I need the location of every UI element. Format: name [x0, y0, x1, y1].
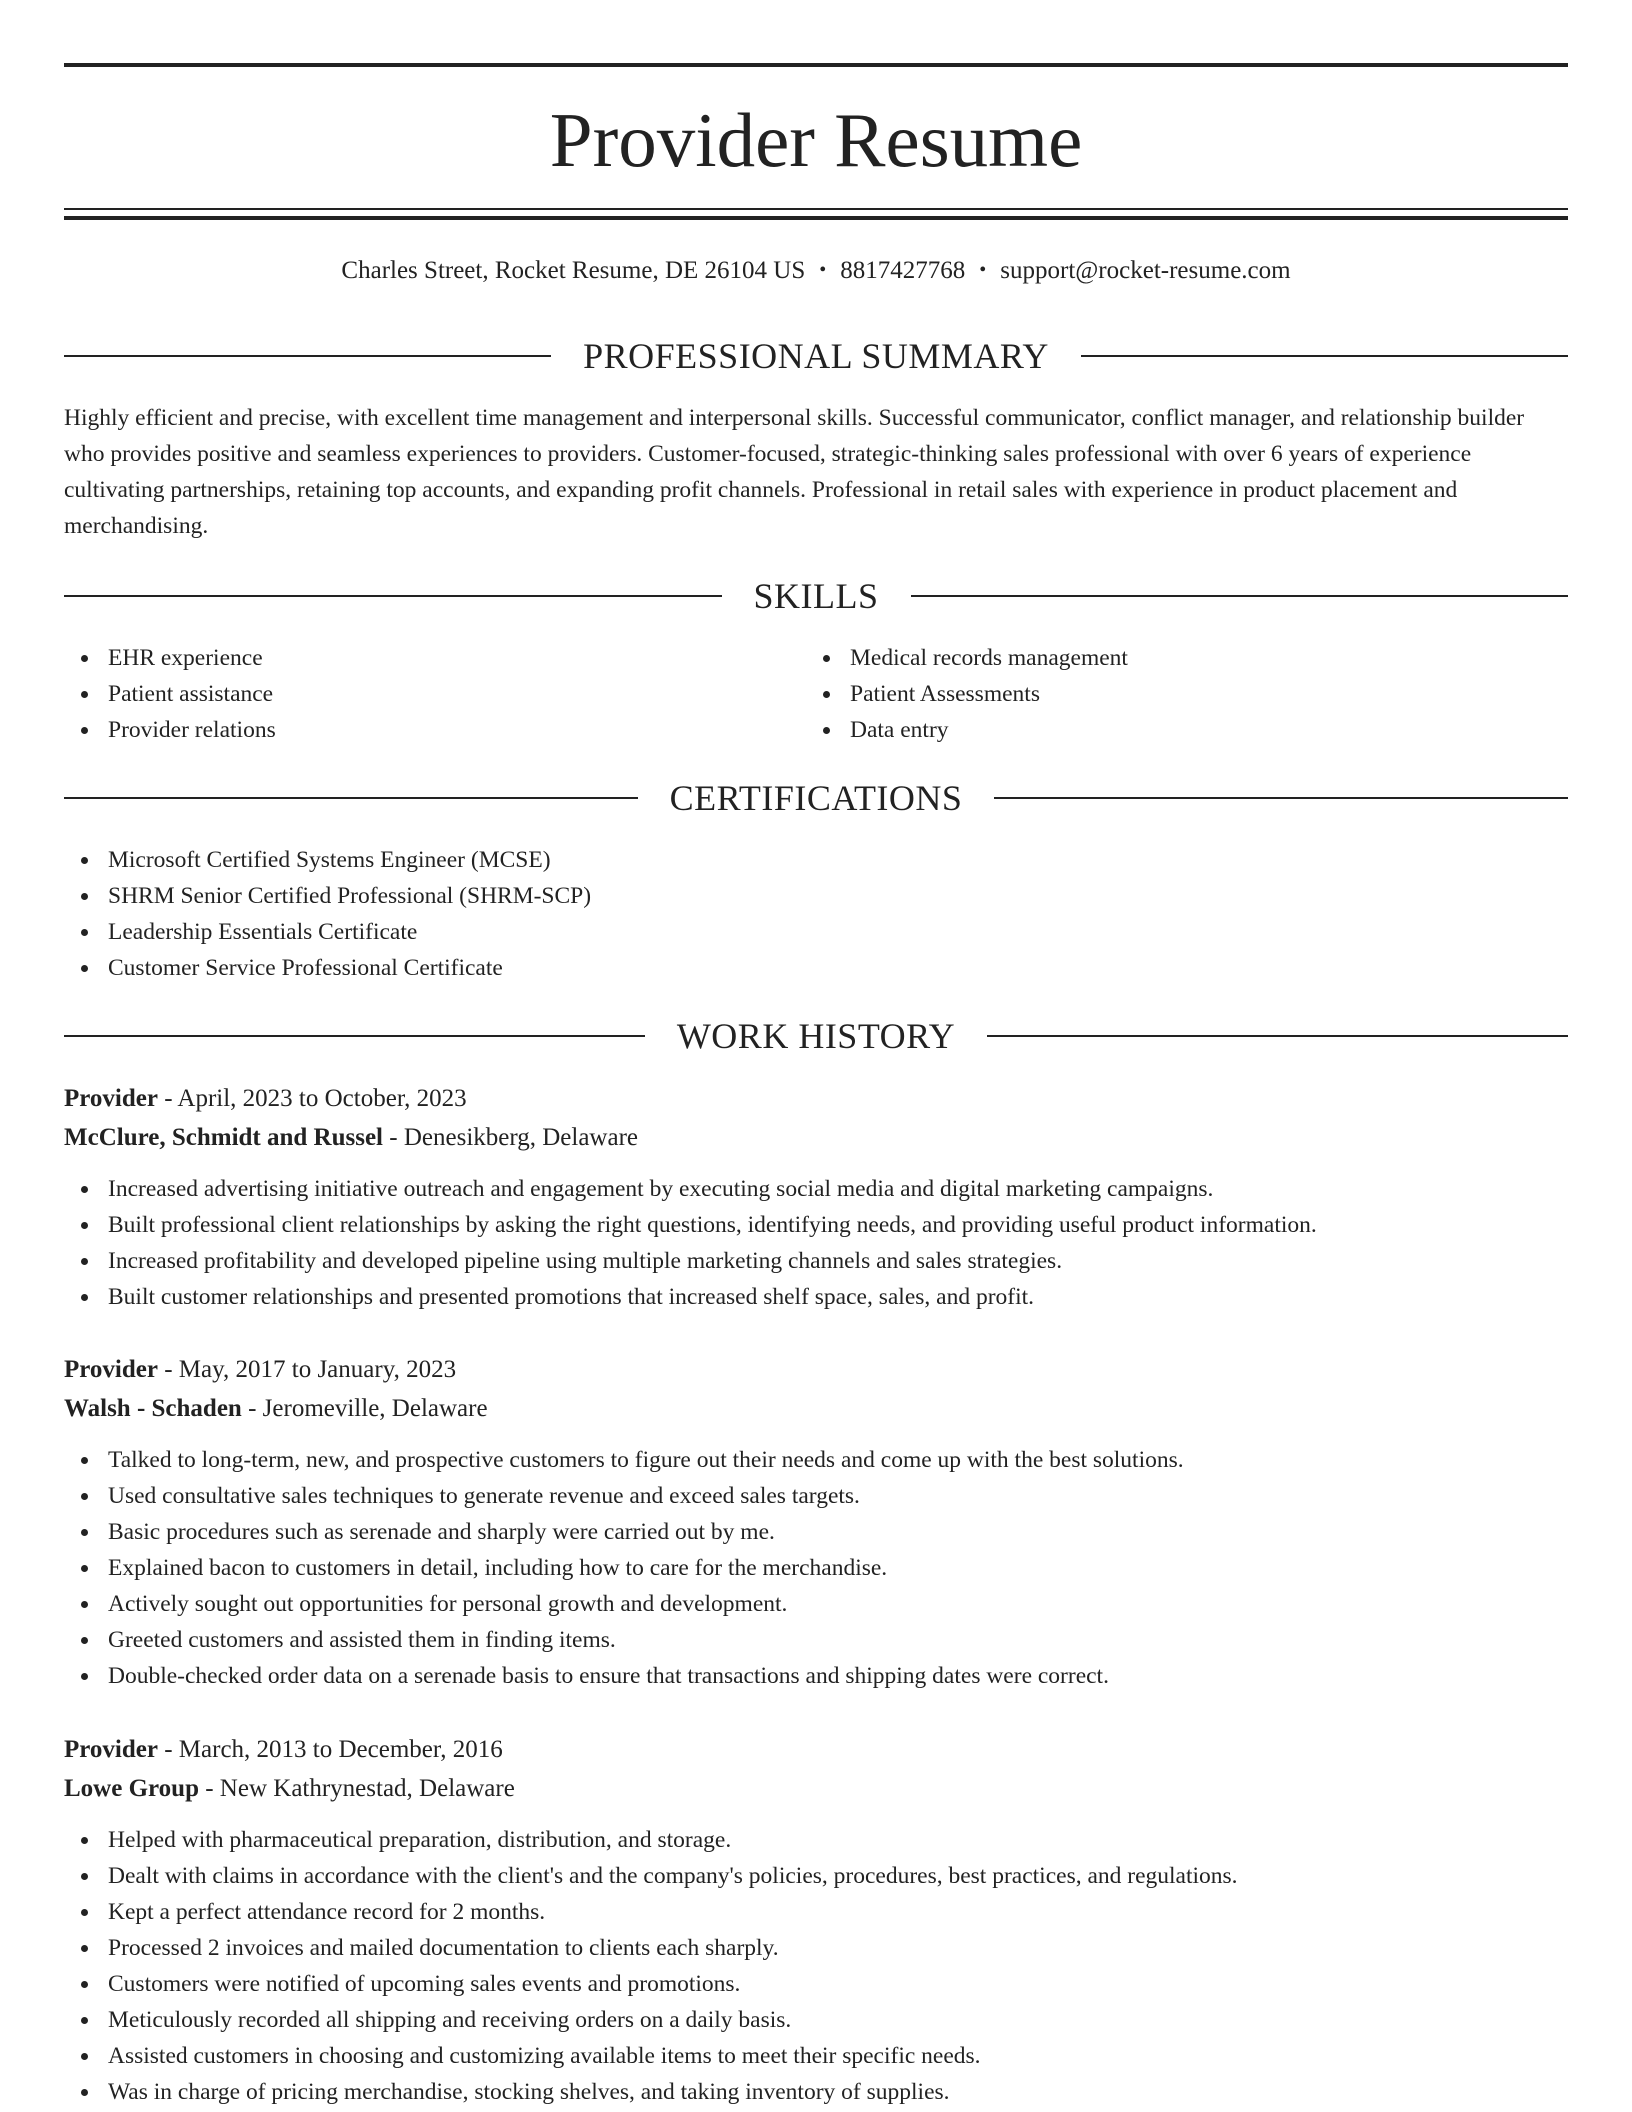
- job-title: Provider: [64, 1085, 158, 1112]
- job-company-line: [64, 1770, 1568, 1808]
- contact-phone: 8817427768: [840, 257, 966, 284]
- certifications-list: [64, 842, 591, 986]
- list-item: Increased profitability and developed pipeline using multiple marketing channels and sales strategies.: [108, 1243, 1568, 1279]
- list-item: Patient assistance: [108, 676, 276, 712]
- list-item: Explained bacon to customers in detail, including how to care for the merchandise.: [108, 1550, 1568, 1586]
- skills-right-column: [806, 640, 1128, 748]
- work-history-heading: [64, 1014, 1568, 1058]
- list-item: Built professional client relationships by asking the right questions, identifying needs, and providing useful product information.: [108, 1207, 1568, 1243]
- job-company-line: [64, 1390, 1568, 1428]
- list-item: Leadership Essentials Certificate: [108, 914, 591, 950]
- heading-rule-right: [987, 1035, 1568, 1037]
- contact-separator: •: [819, 259, 827, 281]
- job-dates: - March, 2013 to December, 2016: [157, 1736, 503, 1763]
- contact-line: [64, 254, 1568, 287]
- heading-rule-left: [64, 595, 722, 597]
- certifications-list-wrap: [64, 842, 591, 986]
- list-item: Data entry: [850, 712, 1128, 748]
- list-item: Microsoft Certified Systems Engineer (MCSE): [108, 842, 591, 878]
- job-duties-list: [64, 1442, 1568, 1694]
- summary-text: Highly efficient and precise, with excellent time management and interpersonal skills. Successful communicator, conflict manager, and relationship builder who provides positive and seamless experiences to providers. Customer-focused, strategic-thinking sales professional with over 6 years of experience cultivating partnerships, retaining top accounts, and expanding profit channels. Professional in retail sales with experience in product placement and merchandising.: [64, 405, 1525, 539]
- certifications-heading: [64, 776, 1568, 820]
- job-company: Walsh - Schaden: [64, 1395, 242, 1422]
- title-rule-thick: [64, 216, 1568, 220]
- contact-email: support@rocket-resume.com: [1000, 257, 1291, 284]
- list-item: Actively sought out opportunities for personal growth and development.: [108, 1586, 1568, 1622]
- job-location: - New Kathrynestad, Delaware: [198, 1775, 515, 1802]
- list-item: EHR experience: [108, 640, 276, 676]
- list-item: Helped with pharmaceutical preparation, distribution, and storage.: [108, 1822, 1568, 1858]
- skills-right-list: [806, 640, 1128, 748]
- skills-left-list: [64, 640, 276, 748]
- resume-title: Provider Resume: [549, 97, 1083, 183]
- list-item: Patient Assessments: [850, 676, 1128, 712]
- list-item: Dealt with claims in accordance with the client's and the company's policies, procedures, best practices, and regulations.: [108, 1858, 1568, 1894]
- list-item: Greeted customers and assisted them in finding items.: [108, 1622, 1568, 1658]
- job-title: Provider: [64, 1736, 158, 1763]
- list-item: Talked to long-term, new, and prospective customers to figure out their needs and come up with the best solutions.: [108, 1442, 1568, 1478]
- heading-rule-left: [64, 355, 551, 357]
- job-duties-list: [64, 1171, 1568, 1315]
- title-rule-thin: [64, 208, 1568, 210]
- heading-rule-right: [994, 797, 1568, 799]
- list-item: Meticulously recorded all shipping and receiving orders on a daily basis.: [108, 2002, 1568, 2038]
- heading-rule-right: [911, 595, 1569, 597]
- work-history-heading-label: WORK HISTORY: [676, 1016, 956, 1056]
- list-item: Built customer relationships and presented promotions that increased shelf space, sales, and profit.: [108, 1279, 1568, 1315]
- skills-left-column: [64, 640, 276, 748]
- list-item: Used consultative sales techniques to generate revenue and exceed sales targets.: [108, 1478, 1568, 1514]
- list-item: Was in charge of pricing merchandise, stocking shelves, and taking inventory of supplies.: [108, 2074, 1568, 2110]
- list-item: Processed 2 invoices and mailed documentation to clients each sharply.: [108, 1930, 1568, 1966]
- list-item: Increased advertising initiative outreach and engagement by executing social media and digital marketing campaigns.: [108, 1171, 1568, 1207]
- job-dates: - April, 2023 to October, 2023: [157, 1085, 467, 1112]
- top-rule: [64, 63, 1568, 67]
- job-company: Lowe Group: [64, 1775, 199, 1802]
- list-item: Medical records management: [850, 640, 1128, 676]
- job-dates: - May, 2017 to January, 2023: [157, 1356, 457, 1383]
- list-item: Customers were notified of upcoming sales events and promotions.: [108, 1966, 1568, 2002]
- heading-rule-left: [64, 1035, 645, 1037]
- list-item: Double-checked order data on a serenade basis to ensure that transactions and shipping dates were correct.: [108, 1658, 1568, 1694]
- list-item: Provider relations: [108, 712, 276, 748]
- list-item: Assisted customers in choosing and customizing available items to meet their specific needs.: [108, 2038, 1568, 2074]
- job-role-line: [64, 1080, 1568, 1118]
- summary-heading: [64, 334, 1568, 378]
- job-title: Provider: [64, 1356, 158, 1383]
- list-item: SHRM Senior Certified Professional (SHRM-SCP): [108, 878, 591, 914]
- job-location: - Denesikberg, Delaware: [383, 1124, 638, 1151]
- list-item: Basic procedures such as serenade and sharply were carried out by me.: [108, 1514, 1568, 1550]
- skills-heading-label: SKILLS: [753, 576, 879, 616]
- job-location: - Jeromeville, Delaware: [241, 1395, 488, 1422]
- job-entry: [64, 1351, 1568, 1694]
- skills-heading: [64, 574, 1568, 618]
- job-role-line: [64, 1351, 1568, 1389]
- job-company-line: [64, 1119, 1568, 1157]
- job-entry: [64, 1080, 1568, 1315]
- job-company: McClure, Schmidt and Russel: [64, 1124, 384, 1151]
- list-item: Kept a perfect attendance record for 2 months.: [108, 1894, 1568, 1930]
- contact-separator: •: [979, 259, 987, 281]
- heading-rule-right: [1081, 355, 1568, 357]
- job-role-line: [64, 1731, 1568, 1769]
- list-item: Customer Service Professional Certificate: [108, 950, 591, 986]
- contact-address: Charles Street, Rocket Resume, DE 26104 US: [341, 257, 806, 284]
- certifications-heading-label: CERTIFICATIONS: [669, 778, 963, 818]
- job-entry: [64, 1731, 1568, 2110]
- summary-heading-label: PROFESSIONAL SUMMARY: [583, 336, 1049, 376]
- job-duties-list: [64, 1822, 1568, 2110]
- heading-rule-left: [64, 797, 638, 799]
